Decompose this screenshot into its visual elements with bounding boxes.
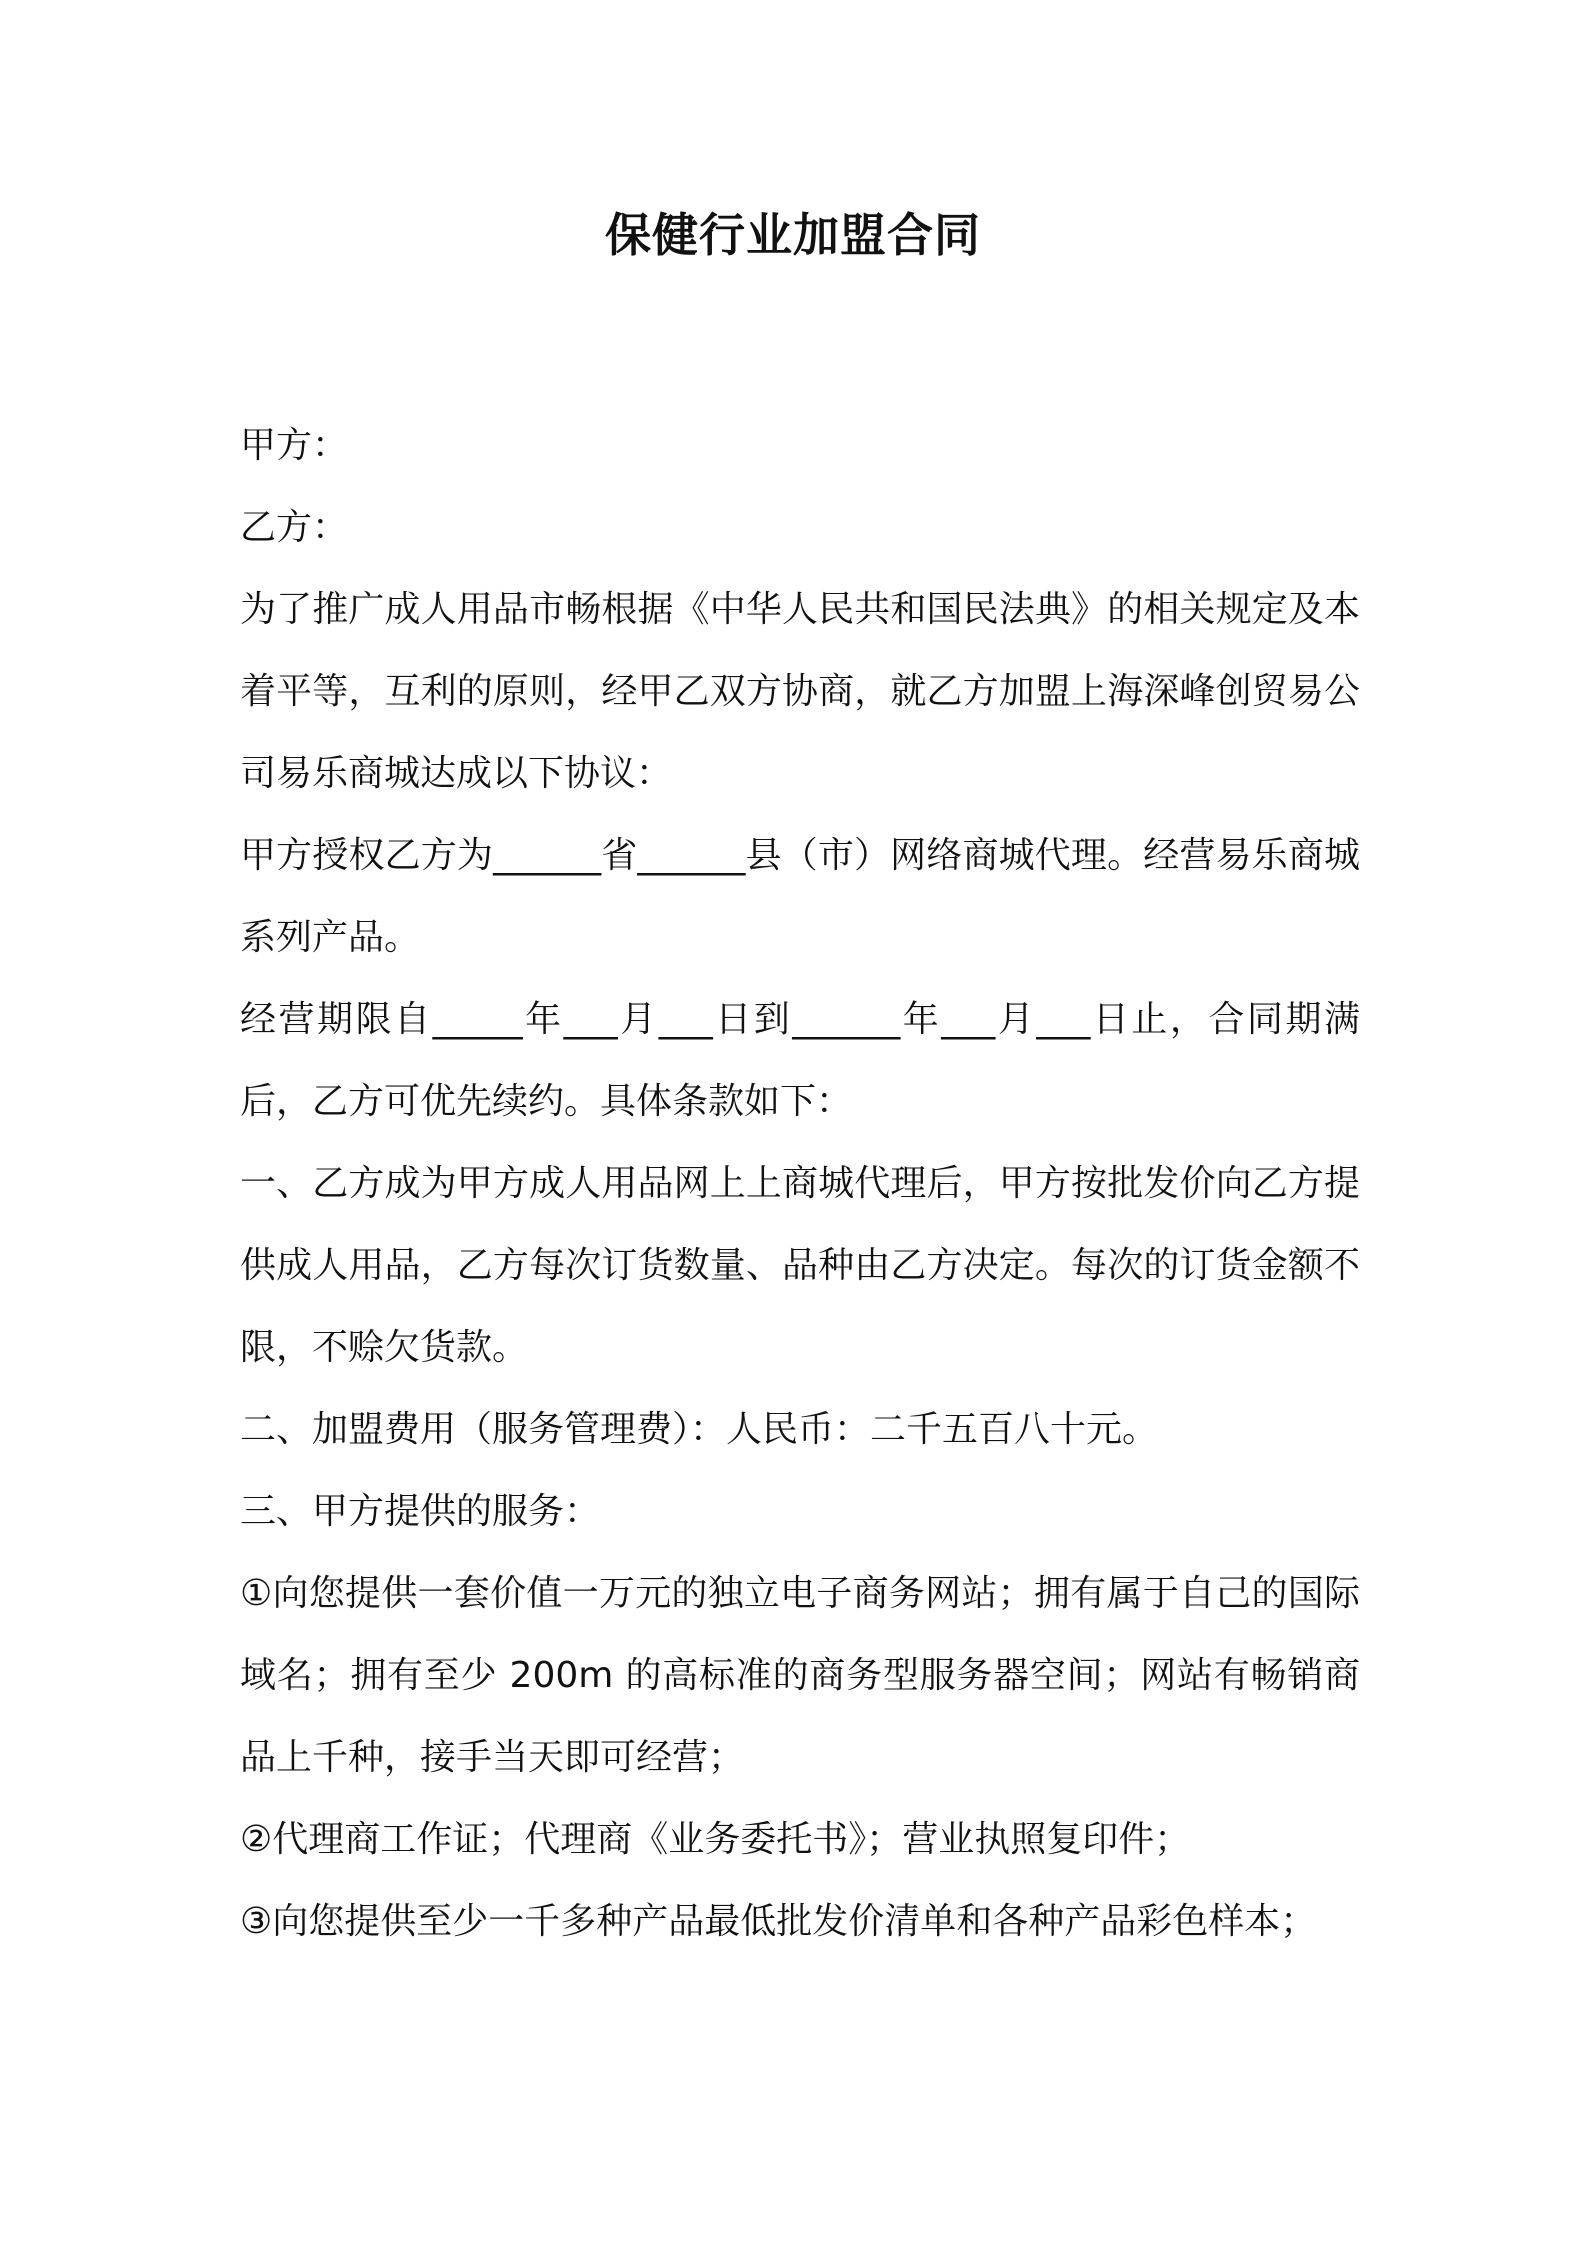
service-item-2: ②代理商工作证；代理商《业务委托书》；营业执照复印件； [240,1819,1191,1860]
authorization-paragraph: 甲方授权乙方为______省______县（市）网络商城代理。经营易乐商城系列产品。 [240,835,1360,958]
intro-paragraph: 为了推广成人用品市畅根据《中华人民共和国民法典》的相关规定及本着平等，互利的原则，经甲乙双方协商，就乙方加盟上海深峰创贸易公司易乐商城达成以下协议： [240,589,1360,794]
document-body [240,405,1360,1963]
clause-one: 一、乙方成为甲方成人用品网上上商城代理后，甲方按批发价向乙方提供成人用品，乙方每次订货数量、品种由乙方决定。每次的订货金额不限，不赊欠货款。 [240,1163,1360,1368]
clause-two: 二、加盟费用（服务管理费）：人民币：二千五百八十元。 [240,1409,1159,1450]
service-item-3: ③向您提供至少一千多种产品最低批发价清单和各种产品彩色样本； [240,1901,1317,1942]
party-b-line: 乙方： [240,507,349,548]
service-item-1: ①向您提供一套价值一万元的独立电子商务网站；拥有属于自己的国际域名；拥有至少 200m 的高标准的商务型服务器空间；网站有畅销商品上千种，接手当天即可经营； [240,1573,1360,1778]
document-title: 保健行业加盟合同 [605,208,981,262]
term-paragraph: 经营期限自_____年___月___日到______年___月___日止，合同期满后，乙方可优先续约。具体条款如下： [240,999,1360,1122]
party-a-line: 甲方： [240,425,349,466]
clause-three-heading: 三、甲方提供的服务： [240,1491,601,1532]
